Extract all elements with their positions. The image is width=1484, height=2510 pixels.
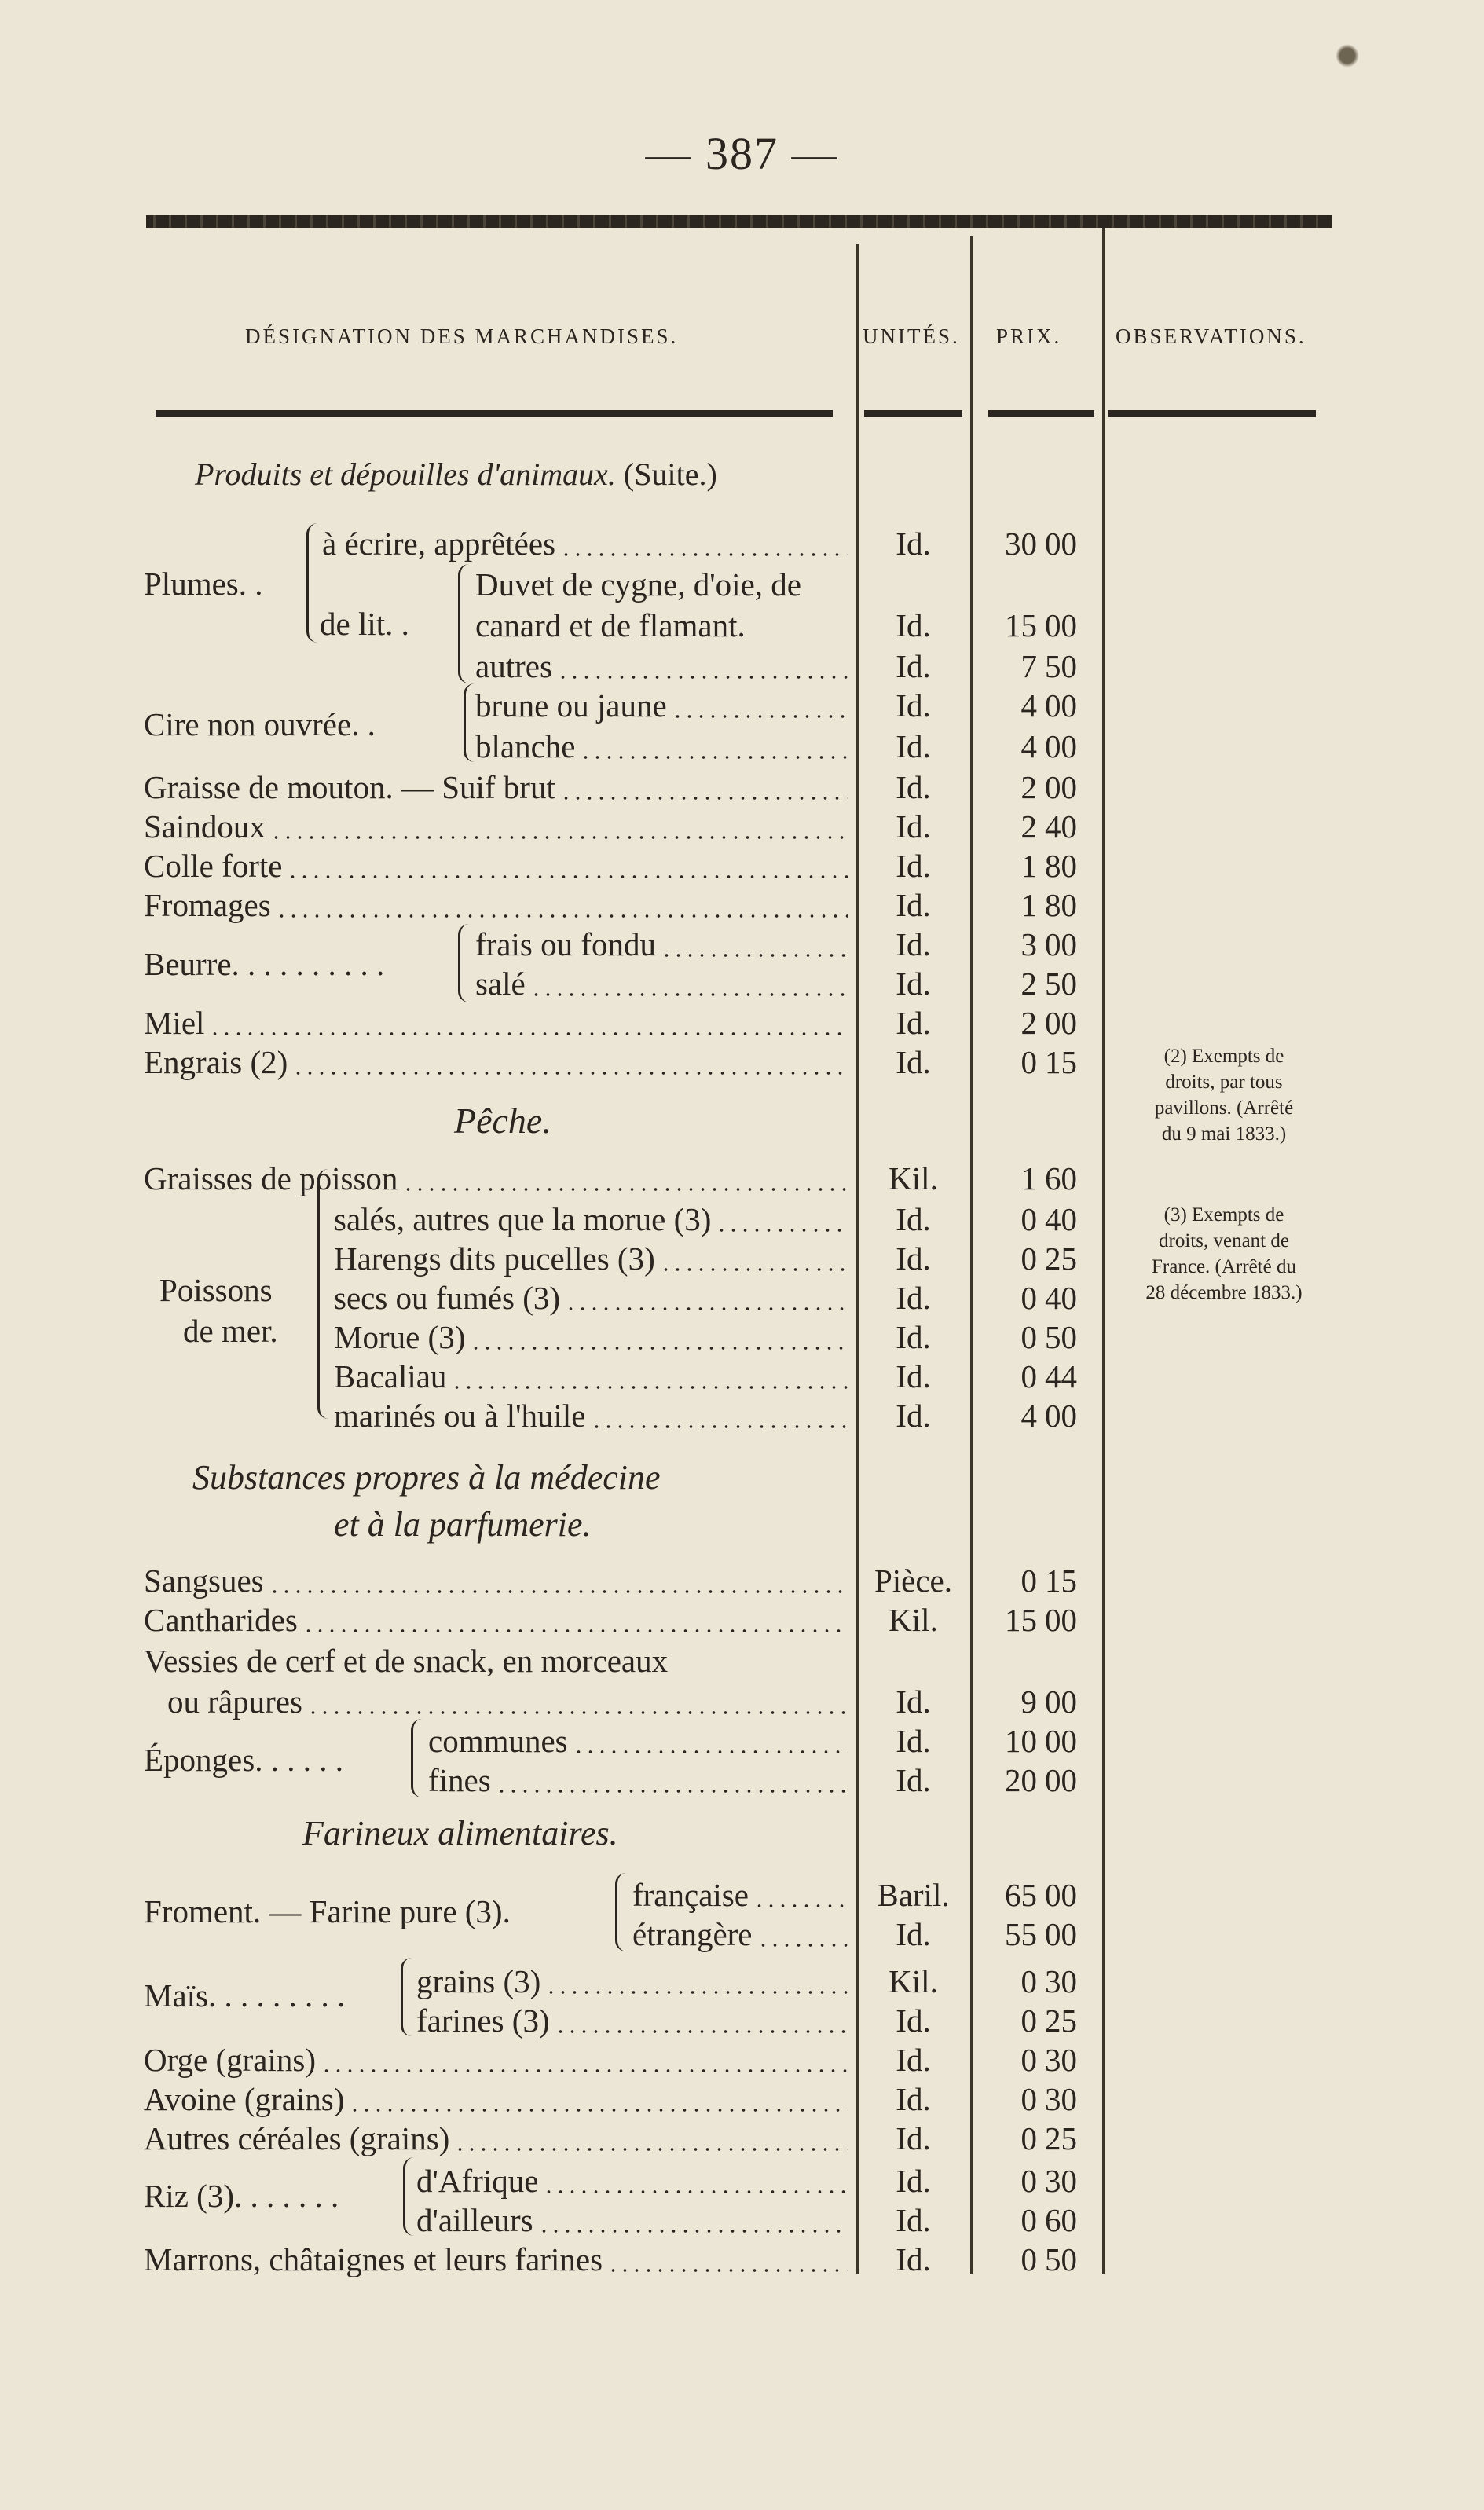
leader-dots [321,2069,848,2072]
table-row [0,806,1484,847]
row-price-centimes: 00 [1045,1877,1077,1913]
leader-dots [402,1188,848,1191]
header-rule-observations [1108,410,1316,417]
header-rule-unites [864,410,962,417]
row-label: Fromages [144,887,271,923]
top-rule [146,215,1332,228]
row-price-centimes: 60 [1045,1160,1077,1196]
row-label: autres [475,648,552,684]
leader-dots [591,1425,848,1428]
row-price-centimes: 30 [1045,2081,1077,2117]
row-price-francs: 0 [1020,1044,1037,1080]
leader-dots [560,553,848,556]
row-label: étrangère [632,1916,753,1952]
row-price-centimes: 30 [1045,2163,1077,2199]
row-price-centimes: 00 [1045,1602,1077,1638]
row-price-centimes: 15 [1045,1563,1077,1599]
row-price-francs: 0 [1020,2042,1037,2078]
leader-dots [557,676,848,679]
row-label: Autres céréales (grains) [144,2120,450,2156]
row-label: Orge (grains) [144,2042,316,2078]
row-label: brune ou jaune [475,687,667,724]
leader-dots [349,2109,848,2112]
row-unit: Id. [896,926,931,962]
page-number: — 387 — [645,128,839,179]
table-row [0,1599,1484,1640]
group-label-beurre: Beurre. . . . . . . . . . [144,946,385,982]
table-row [0,2200,1484,2241]
row-price-francs: 0 [1020,2120,1037,2156]
row-unit: Id. [896,1358,931,1394]
row-price-francs: 0 [1020,1358,1037,1394]
row-price-francs: 3 [1020,926,1037,962]
row-price-francs: 4 [1020,728,1037,764]
observation-note-2-line: droits, par tous [1165,1072,1283,1093]
row-unit: Id. [896,526,931,562]
row-price-francs: 4 [1020,687,1037,724]
row-label: Vessies de cerf et de snack, en morceaux [144,1643,669,1679]
group-label-riz: Riz (3). . . . . . . [144,2178,339,2214]
row-price-francs: 15 [1005,607,1037,643]
leader-dots [470,1347,848,1350]
row-price-centimes: 00 [1045,1005,1077,1041]
row-label: farines (3) [416,2003,550,2039]
row-unit: Kil. [889,1602,938,1638]
row-price-centimes: 25 [1045,2003,1077,2039]
row-unit: Id. [896,1319,931,1355]
observation-note-3-line: droits, venant de [1159,1230,1289,1251]
row-price-centimes: 00 [1045,769,1077,805]
row-label: Engrais (2) [144,1044,288,1080]
row-price-francs: 0 [1020,1319,1037,1355]
row-label: Sangsues [144,1563,264,1599]
leader-dots [451,1386,848,1389]
table-row [0,685,1484,726]
row-price-centimes: 00 [1045,687,1077,724]
table-row [0,2118,1484,2159]
ink-stain [1336,44,1359,68]
row-price-francs: 2 [1020,966,1037,1002]
row-price-francs: 9 [1020,1684,1037,1720]
group-label-plumes: Plumes. . [144,566,263,602]
table-row [0,726,1484,767]
row-label: fines [428,1762,491,1798]
table-row [0,605,1484,646]
row-price-centimes: 25 [1045,2120,1077,2156]
row-price-francs: 15 [1005,1602,1037,1638]
leader-dots [661,954,848,957]
row-label: Harengs dits pucelles (3) [334,1240,655,1277]
row-label: marinés ou à l'huile [334,1398,586,1434]
row-price-francs: 20 [1005,1762,1037,1798]
row-label: salé [475,966,526,1002]
table-row [0,564,1484,605]
row-unit: Baril. [877,1877,950,1913]
section-title-animaux [195,456,717,493]
row-price-centimes: 00 [1045,1684,1077,1720]
row-unit: Id. [896,648,931,684]
row-price-centimes: 00 [1045,926,1077,962]
row-label: Cantharides [144,1602,298,1638]
leader-dots [496,1790,848,1793]
row-price-francs: 1 [1020,887,1037,923]
row-label: Marrons, châtaignes et leurs farines [144,2241,603,2277]
row-unit: Id. [896,887,931,923]
row-label: secs ou fumés (3) [334,1280,561,1316]
group-label-cire: Cire non ouvrée. . [144,706,376,742]
row-label: canard et de flamant. [475,607,746,643]
row-unit: Id. [896,1398,931,1434]
leader-dots [292,1072,848,1075]
row-label: Graisse de mouton. — Suif brut [144,769,555,805]
section-title-medecine-1: Substances propres à la médecine [192,1458,661,1497]
row-price-centimes: 30 [1045,1963,1077,1999]
table-row [0,2000,1484,2041]
row-unit: Id. [896,2042,931,2078]
leader-dots [753,1904,848,1907]
observation-note-3 [1106,1202,1342,1306]
row-price-francs: 0 [1020,1240,1037,1277]
leader-dots [757,1944,848,1947]
group-label-froment: Froment. — Farine pure (3). [144,1893,511,1929]
row-unit: Id. [896,1240,931,1277]
row-unit: Id. [896,1684,931,1720]
table-row [0,924,1484,965]
observation-note-2-line: du 9 mai 1833.) [1161,1123,1287,1145]
table-row [0,1760,1484,1801]
group-label-poissons-2: de mer. [183,1313,278,1349]
row-unit: Id. [896,1044,931,1080]
row-unit: Id. [896,1201,931,1237]
group-label-de-lit: de lit. . [320,606,409,642]
leader-dots [209,1032,848,1035]
group-label-mais: Maïs. . . . . . . . . [144,1977,346,2013]
section-title-animaux-text: Produits et dépouilles d'animaux. [195,456,616,492]
group-label-eponges: Éponges. . . . . . [144,1742,343,1778]
leader-dots [543,2190,848,2193]
row-price-centimes: 00 [1045,607,1077,643]
table-row [0,1002,1484,1043]
row-price-francs: 30 [1005,526,1037,562]
row-unit: Kil. [889,1160,938,1196]
observation-note-2-line: (2) Exempts de [1163,1046,1284,1067]
row-label: Graisses de poisson [144,1160,398,1196]
row-price-centimes: 40 [1045,1201,1077,1237]
row-unit: Id. [896,769,931,805]
row-label: d'ailleurs [416,2202,533,2238]
leader-dots [307,1711,848,1714]
leader-dots [555,2030,848,2033]
section-title-medecine-2: et à la parfumerie. [334,1505,592,1544]
row-unit: Id. [896,2163,931,2199]
table-row [0,2079,1484,2120]
table-row [0,1158,1484,1199]
row-price-francs: 4 [1020,1398,1037,1434]
row-unit: Id. [896,1762,931,1798]
row-unit: Id. [896,2120,931,2156]
row-label: française [632,1877,749,1913]
row-price-centimes: 00 [1045,1762,1077,1798]
row-label: blanche [475,728,576,764]
header-designation: DÉSIGNATION DES MARCHANDISES. [245,324,679,348]
header-rule-designation [156,410,833,417]
table-row [0,2239,1484,2280]
leader-dots [660,1268,848,1271]
row-unit: Id. [896,2081,931,2117]
leader-dots [276,914,848,918]
row-unit: Id. [896,808,931,845]
row-price-francs: 0 [1020,2003,1037,2039]
row-price-centimes: 50 [1045,966,1077,1002]
table-row [0,1720,1484,1761]
row-label: ou râpures [167,1684,302,1720]
leader-dots [560,797,848,800]
row-unit: Id. [896,966,931,1002]
row-unit: Id. [896,607,931,643]
row-price-centimes: 25 [1045,1240,1077,1277]
leader-dots [565,1307,848,1310]
table-row [0,1961,1484,2002]
header-observations: OBSERVATIONS. [1116,324,1306,348]
row-price-centimes: 30 [1045,2042,1077,2078]
row-label: Morue (3) [334,1319,466,1355]
observation-note-3-line: 28 décembre 1833.) [1145,1282,1303,1303]
table-row [0,2039,1484,2080]
row-unit: Id. [896,2003,931,2039]
leader-dots [269,1590,848,1593]
row-price-francs: 0 [1020,2241,1037,2277]
row-price-centimes: 60 [1045,2202,1077,2238]
row-price-francs: 0 [1020,2081,1037,2117]
row-price-francs: 7 [1020,648,1037,684]
leader-dots [716,1229,848,1232]
row-price-francs: 0 [1020,2163,1037,2199]
row-label: Colle forte [144,848,283,884]
table-row [0,767,1484,808]
row-price-centimes: 80 [1045,848,1077,884]
row-price-centimes: 00 [1045,526,1077,562]
row-price-centimes: 15 [1045,1044,1077,1080]
table-row [0,1560,1484,1601]
leader-dots [573,1750,848,1753]
leader-dots [270,836,848,839]
leader-dots [287,875,848,878]
row-price-centimes: 80 [1045,887,1077,923]
row-price-centimes: 50 [1045,2241,1077,2277]
row-label: Avoine (grains) [144,2081,345,2117]
row-price-francs: 65 [1005,1877,1037,1913]
table-row [0,1914,1484,1955]
row-price-francs: 0 [1020,2202,1037,2238]
row-price-centimes: 40 [1045,808,1077,845]
leader-dots [530,993,848,996]
table-row [0,845,1484,886]
row-price-centimes: 00 [1045,728,1077,764]
row-label: frais ou fondu [475,926,657,962]
row-label: Miel [144,1005,205,1041]
group-label-poissons-1: Poissons [159,1272,273,1308]
leader-dots [545,1991,848,1994]
row-unit: Id. [896,2202,931,2238]
row-unit: Pièce. [874,1563,953,1599]
row-unit: Id. [896,1005,931,1041]
row-price-francs: 10 [1005,1723,1037,1759]
header-prix: PRIX. [996,324,1062,348]
observation-note-3-line: (3) Exempts de [1163,1204,1284,1226]
row-label: communes [428,1723,568,1759]
row-unit: Id. [896,1280,931,1316]
table-row [0,1317,1484,1358]
row-unit: Id. [896,848,931,884]
table-row [0,2160,1484,2201]
table-row [0,1681,1484,1722]
row-price-francs: 2 [1020,808,1037,845]
row-label: d'Afrique [416,2163,539,2199]
table-row [0,1640,1484,1681]
row-price-francs: 0 [1020,1963,1037,1999]
section-suite: (Suite.) [623,456,717,492]
row-price-francs: 0 [1020,1280,1037,1316]
row-unit: Id. [896,687,931,724]
row-unit: Id. [896,1723,931,1759]
row-price-centimes: 00 [1045,1723,1077,1759]
row-price-francs: 55 [1005,1916,1037,1952]
row-unit: Kil. [889,1963,938,1999]
table-row [0,1874,1484,1915]
observation-note-2 [1106,1043,1342,1147]
observation-note-2-line: pavillons. (Arrêté [1154,1097,1294,1119]
table-row [0,885,1484,925]
row-label: grains (3) [416,1963,541,1999]
leader-dots [580,756,848,759]
table-row [0,646,1484,687]
row-label: salés, autres que la morue (3) [334,1201,712,1237]
row-price-centimes: 00 [1045,1916,1077,1952]
leader-dots [302,1629,848,1632]
row-price-centimes: 50 [1045,648,1077,684]
row-label: Duvet de cygne, d'oie, de [475,566,801,603]
row-price-francs: 1 [1020,1160,1037,1196]
row-unit: Id. [896,728,931,764]
row-label: Bacaliau [334,1358,447,1394]
row-price-francs: 1 [1020,848,1037,884]
observation-note-3-line: France. (Arrêté du [1152,1256,1296,1277]
row-unit: Id. [896,1916,931,1952]
row-price-centimes: 40 [1045,1280,1077,1316]
header-rule-prix [988,410,1094,417]
row-unit: Id. [896,2241,931,2277]
row-label: à écrire, apprêtées [322,526,556,562]
row-price-centimes: 00 [1045,1398,1077,1434]
row-price-centimes: 50 [1045,1319,1077,1355]
section-title-peche: Pêche. [454,1101,551,1141]
row-label: Saindoux [144,808,266,845]
leader-dots [538,2230,848,2233]
section-title-farineux: Farineux alimentaires. [302,1814,618,1852]
table-row [0,523,1484,564]
row-price-francs: 2 [1020,1005,1037,1041]
header-unites: UNITÉS. [863,324,960,348]
leader-dots [607,2269,848,2272]
row-price-centimes: 44 [1045,1358,1077,1394]
table-row [0,1356,1484,1397]
table-row [0,963,1484,1004]
leader-dots [454,2148,848,2151]
row-price-francs: 2 [1020,769,1037,805]
row-price-francs: 0 [1020,1563,1037,1599]
row-price-francs: 0 [1020,1201,1037,1237]
leader-dots [672,715,848,718]
table-row [0,1395,1484,1436]
